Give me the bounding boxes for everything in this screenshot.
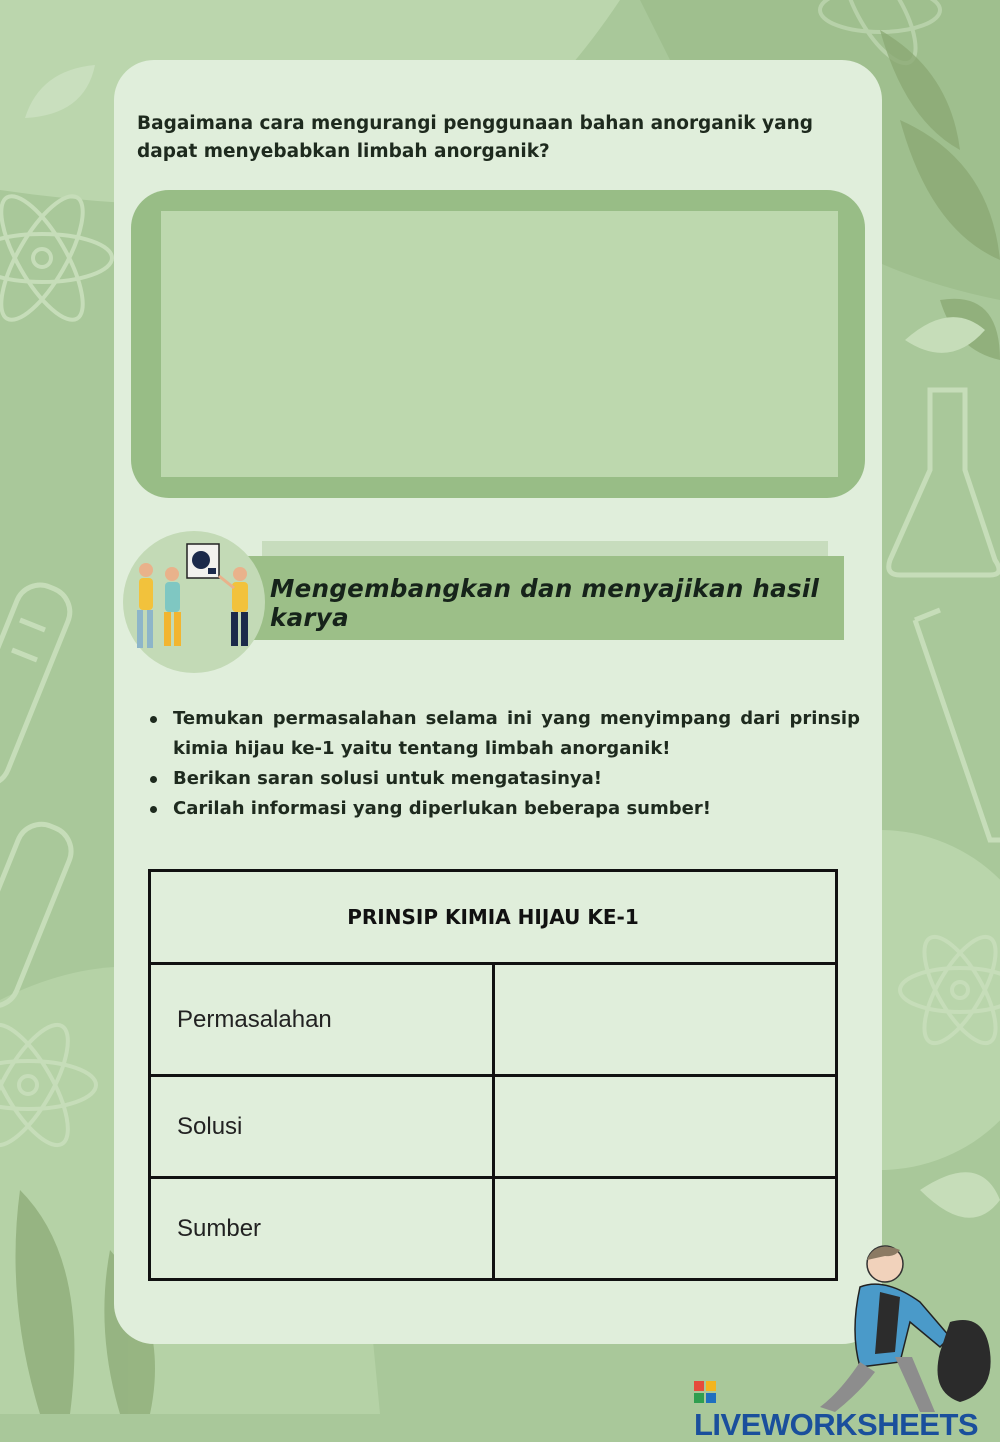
row-label-permasalahan: Permasalahan bbox=[150, 964, 494, 1076]
task-list bbox=[148, 704, 860, 824]
liveworksheets-watermark bbox=[694, 1374, 1000, 1442]
liveworksheets-logo-icon bbox=[694, 1381, 716, 1403]
table-row bbox=[150, 1076, 837, 1178]
task-item: Berikan saran solusi untuk mengatasinya! bbox=[148, 764, 860, 794]
answer-input[interactable] bbox=[161, 211, 838, 477]
solusi-answer-cell[interactable] bbox=[493, 1076, 837, 1178]
table-header: PRINSIP KIMIA HIJAU KE-1 bbox=[150, 871, 837, 964]
atom-icon bbox=[0, 185, 112, 330]
presentation-illustration bbox=[122, 530, 272, 675]
green-chemistry-table bbox=[148, 869, 838, 1281]
table-row bbox=[150, 964, 837, 1076]
task-item: Carilah informasi yang diperlukan beberapa sumber! bbox=[148, 794, 860, 824]
watermark-text: LIVEWORKSHEETS bbox=[694, 1407, 979, 1442]
question-text: Bagaimana cara mengurangi penggunaan bahan anorganik yang dapat menyebabkan limbah anorganik? bbox=[137, 113, 813, 162]
table-header-row bbox=[150, 871, 837, 964]
section-title: Mengembangkan dan menyajikan hasil karya bbox=[270, 574, 820, 632]
table-row bbox=[150, 1178, 837, 1280]
permasalahan-answer-cell[interactable] bbox=[493, 964, 837, 1076]
task-item: Temukan permasalahan selama ini yang menyimpang dari prinsip kimia hijau ke-1 yaitu tentang limbah anorganik! bbox=[148, 704, 860, 764]
row-label-solusi: Solusi bbox=[150, 1076, 494, 1178]
sumber-answer-cell[interactable] bbox=[493, 1178, 837, 1280]
row-label-sumber: Sumber bbox=[150, 1178, 494, 1280]
